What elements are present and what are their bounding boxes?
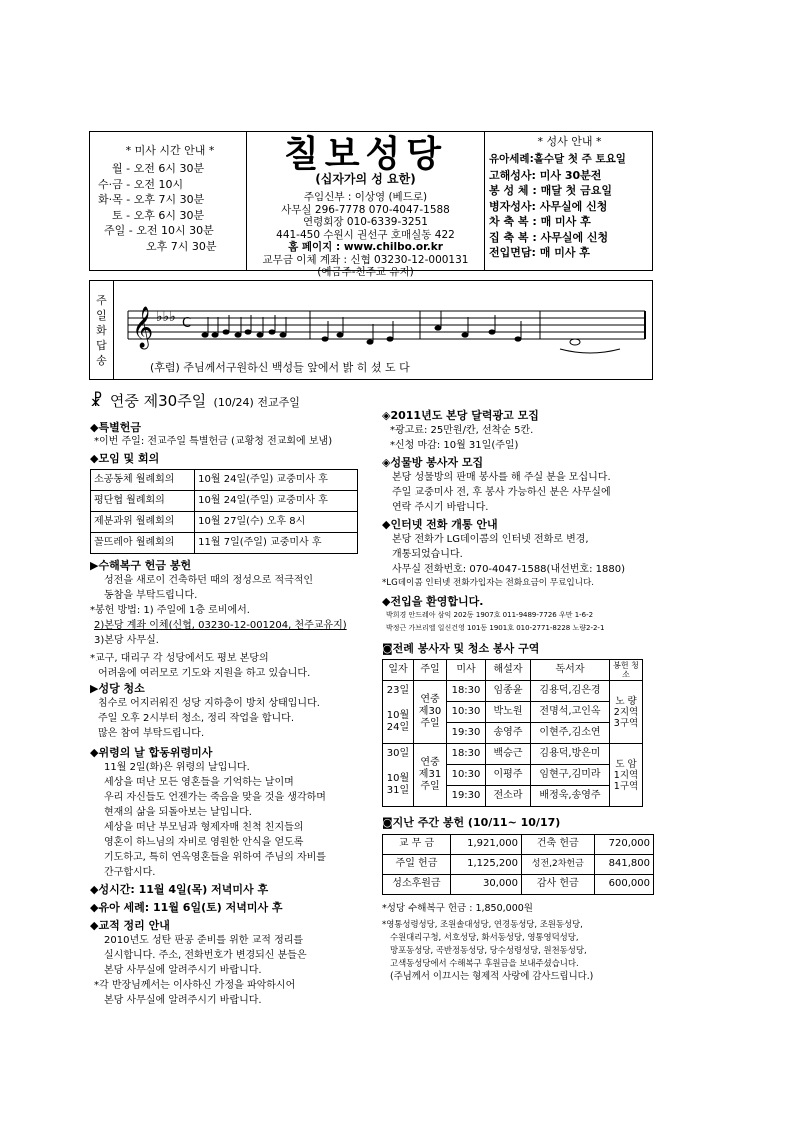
- sacrament-row: 집 축 복 : 사무실에 신청: [489, 230, 609, 244]
- thanks-line: 고색동성당에서 수해복구 후원금을 보내주셨습니다.: [390, 958, 579, 968]
- volunteer-line: 주일 교중미사 전, 후 봉사 가능하신 분은 사무실에: [392, 487, 611, 498]
- table-row: 소공동체 월례회의 10월 24일(주일) 교중미사 후: [91, 470, 358, 491]
- church-info-line: 주임신부 : 이상영 (베드로): [303, 191, 428, 204]
- sacrament-row: 유아세례:홀수달 첫 주 토요일: [489, 153, 626, 166]
- offerings-table: [382, 834, 654, 895]
- sacraments-box: [485, 132, 654, 270]
- mass-time-row: 주일 - 오전 10시 30분: [104, 224, 214, 238]
- church-info-line: 홈 페이지 : www.chilbo.or.kr: [288, 241, 443, 254]
- sacrament-row: 고해성사: 미사 30분전: [489, 168, 602, 182]
- mass-times-title: * 미사 시간 안내 *: [125, 144, 215, 157]
- infant-baptism-notice: ◆유아 세례: 11월 6일(토) 저녁미사 후: [90, 901, 283, 914]
- church-info-box: [247, 132, 485, 279]
- memorial-line: 11월 2일(화)은 위령의 날입니다.: [104, 762, 250, 773]
- church-info-line: (예금주-천주교 유지): [317, 266, 414, 279]
- week-title: 연중 제30주일: [109, 392, 207, 410]
- date-cell: 30일: [383, 744, 414, 765]
- cleaning-title: ▶성당 청소: [90, 682, 145, 695]
- psalm-lyric: (후렴) 주님께서구원하신 백성들 앞에서 밝 히 셨 도 다: [150, 361, 410, 374]
- table-row: 19:30 전소라 배정욱,송영주: [383, 786, 643, 807]
- table-row: 평단협 월례회의 10월 24일(주일) 교중미사 후: [91, 491, 358, 512]
- date-cell: 10월 31일: [383, 765, 414, 807]
- mass-time-row: 오후 7시 30분: [146, 239, 217, 253]
- repair-total: *성당 수해복구 헌금 : 1,850,000원: [382, 903, 533, 914]
- liturgy-title: ◙전례 봉사자 및 청소 봉사 구역: [382, 642, 540, 655]
- calendar-ad-title: ◈2011년도 본당 달력광고 모집: [382, 409, 539, 422]
- memorial-line: 현재의 삶을 되돌아보는 날입니다.: [104, 807, 252, 818]
- week-title-row: [90, 391, 300, 411]
- table-row: 주일 헌금 1,125,200 성전,2차헌금 841,800: [383, 855, 654, 875]
- phone-line: 사무실 전화번호: 070-4047-1588(내선번호: 1880): [392, 564, 625, 575]
- memorial-mass-title: ◆위령의 날 합동위령미사: [90, 746, 213, 759]
- flood-repair-line: 성전을 새로이 건축하던 때의 정성으로 적극적인: [104, 575, 314, 586]
- memorial-line: 기도하고, 특히 연옥영혼들을 위하여 주님의 자비를: [104, 852, 326, 863]
- table-row: 일자 주일 미사 해설자 독서자 봉헌 청소: [383, 660, 643, 681]
- volunteer-line: 연락 주시기 바랍니다.: [392, 502, 489, 513]
- svg-text:C: C: [182, 316, 192, 331]
- church-info-line: 사무실 296-7778 070-4047-1588: [281, 203, 450, 216]
- register-line: *각 반장님께서는 이사하신 가정을 파악하시어: [94, 980, 296, 991]
- table-row: 꼴뜨레아 월례회의 11월 7일(주일) 교중미사 후: [91, 533, 358, 554]
- calendar-ad-line: *광고료: 25만원/칸, 선착순 5칸.: [390, 425, 534, 436]
- meetings-table: [90, 469, 358, 554]
- calendar-ad-line: *신청 마감: 10월 31일(주일): [390, 440, 519, 451]
- right-column: [382, 408, 658, 983]
- internet-phone-title: ◆인터넷 전화 개통 안내: [382, 518, 498, 531]
- table-row: 10월 31일 10:30 이평주 임현구,김미라: [383, 765, 643, 786]
- mass-times-box: [90, 132, 247, 270]
- offerings-title: ◙지난 주간 봉헌 (10/11~ 10/17): [382, 816, 561, 829]
- sunday-cell: 연중 제30 주일: [414, 681, 447, 744]
- table-row: 19:30 송영주 이현주,김소연: [383, 723, 643, 744]
- memorial-line: 세상을 떠난 부모님과 형제자매 친척 친지들의: [104, 822, 304, 833]
- register-line: 본당 사무실에 알려주시기 바랍니다.: [104, 995, 262, 1006]
- phone-line: 개통되었습니다.: [392, 549, 463, 560]
- thanks-line: (주님께서 이끄시는 형제적 사랑에 감사드립니다.): [390, 971, 594, 982]
- welcome-line: 박희경 안드레아 삼익 202동 1907호 011-9489-7726 우만 1-6-2: [386, 611, 594, 619]
- church-subtitle: (십자가의 성 요한): [315, 172, 416, 186]
- church-name: 칠보성당: [283, 133, 448, 175]
- music-staff: [120, 289, 650, 355]
- thanks-line: 망포동성당, 곡반정동성당, 당수성령성당, 원천동성당,: [390, 945, 587, 955]
- date-cell: 23일: [383, 681, 414, 702]
- sacrament-row: 전입면담: 매 미사 후: [489, 246, 590, 260]
- meetings-title: ◆모임 및 회의: [90, 452, 160, 465]
- sacrament-row: 차 축 복 : 매 미사 후: [489, 215, 591, 229]
- mass-time-row: 토 - 오후 6시 30분: [112, 208, 205, 222]
- church-info-line: 441-450 수원시 권선구 호매실동 422: [276, 228, 455, 241]
- holy-hour-notice: ◆성시간: 11월 4일(목) 저녁미사 후: [90, 883, 269, 896]
- register-line: 본당 사무실에 알려주시기 바랍니다.: [104, 965, 262, 976]
- sacrament-row: 봉 성 체 : 매달 첫 금요일: [489, 184, 613, 198]
- phone-line: 본당 전화가 LG데이콤의 인터넷 전화로 변경,: [392, 534, 589, 545]
- cleaning-line: 침수로 어지러워진 성당 지하층이 방치 상태입니다.: [98, 698, 320, 709]
- phone-line: *LG데이콤 인터넷 전화가입자는 전화요금이 무료입니다.: [382, 578, 595, 588]
- cleaning-line: 많은 참여 부탁드립니다.: [98, 728, 205, 739]
- sacrament-row: 병자성사: 사무실에 신청: [489, 199, 608, 213]
- memorial-line: 우리 자신들도 언젠가는 죽음을 맞을 것을 생각하며: [104, 792, 326, 803]
- register-line: 실시합니다. 주소, 전화번호가 변경되신 분들은: [104, 950, 307, 961]
- responsorial-psalm-box: [89, 280, 653, 380]
- date-cell: 10월 24일: [383, 702, 414, 744]
- volunteer-title: ◈성물방 봉사자 모집: [382, 456, 484, 469]
- table-row: 30일 연중 제31 주일 18:30 백승근 김용덕,방은미 도 암 1지역 1구역: [383, 744, 643, 765]
- mass-time-row: 화·목 - 오후 7시 30분: [98, 193, 205, 207]
- flood-repair-line: 동참을 부탁드립니다.: [104, 590, 198, 601]
- memorial-line: 세상을 떠난 모든 영혼들을 기억하는 날이며: [104, 777, 294, 788]
- flood-repair-line: 3)본당 사무실.: [94, 635, 159, 646]
- table-row: 제분과위 월례회의 10월 27일(수) 오후 8시: [91, 512, 358, 533]
- memorial-line: 영혼이 하느님의 자비로 영원한 안식을 얻도록: [104, 837, 304, 848]
- table-row: 성소후원금 30,000 감사 헌금 600,000: [383, 875, 654, 895]
- bulletin-header: [89, 131, 653, 279]
- svg-text:♭♭♭: ♭♭♭: [156, 309, 176, 325]
- special-offering-text: *이번 주일: 전교주일 특별헌금 (교황청 전교회에 보냄): [94, 436, 333, 447]
- flood-repair-line: *교구, 대리구 각 성당에서도 평보 본당의: [90, 653, 269, 664]
- special-offering-title: ◆특별헌금: [90, 421, 141, 434]
- table-row: 10월 24일 10:30 박노원 전명석,고인옥: [383, 702, 643, 723]
- cleaning-zone-cell: 노 량 2지역 3구역: [610, 681, 643, 744]
- memorial-line: 간구합시다.: [104, 867, 156, 878]
- psalm-label: 주 일 화 답 송: [90, 281, 114, 379]
- welcome-title: ◆전입을 환영합니다.: [382, 595, 484, 608]
- welcome-line: 박정근 가브리엘 일신건영 101동 1901호 010-2771-8228 노량2-2-1: [386, 624, 605, 632]
- flood-repair-line: *봉헌 방법: 1) 주일에 1층 로비에서.: [90, 605, 250, 616]
- table-row: 교 무 금 1,921,000 건축 헌금 720,000: [383, 835, 654, 855]
- register-line: 2010년도 성탄 판공 준비를 위한 교적 정리를: [104, 935, 304, 946]
- thanks-line: *영통성령성당, 조원솔대성당, 연경동성당, 조원동성당,: [382, 919, 583, 929]
- sacraments-title: * 성사 안내 *: [537, 135, 602, 148]
- church-info-line: 교무금 이체 계좌 : 신협 03230-12-000131: [262, 253, 469, 266]
- sunday-cell: 연중 제31 주일: [414, 744, 447, 807]
- flood-repair-title: ▶수해복구 헌금 봉헌: [90, 559, 192, 572]
- flood-repair-line: 어려움에 여러모로 기도와 지원을 하고 있습니다.: [98, 668, 311, 679]
- parish-register-title: ◆교적 정리 안내: [90, 919, 170, 932]
- cleaning-line: 주일 오후 2시부터 청소, 정리 작업을 합니다.: [98, 713, 295, 724]
- left-column: [90, 420, 374, 1008]
- liturgy-table: [382, 659, 643, 807]
- flood-repair-line: 2)본당 계좌 이체(신협, 03230-12-001204, 천주교유지): [94, 620, 347, 631]
- thanks-line: 수원대리구청, 서호성당, 화서동성당, 영통영덕성당,: [390, 932, 579, 942]
- table-row: 23일 연중 제30 주일 18:30 임종윤 김용덕,김은경 노 량 2지역 3구역: [383, 681, 643, 702]
- mass-time-row: 월 - 오전 6시 30분: [112, 162, 205, 176]
- mass-time-row: 수·금 - 오전 10시: [98, 177, 184, 191]
- cleaning-zone-cell: 도 암 1지역 1구역: [610, 744, 643, 807]
- volunteer-line: 본당 성물방의 판매 봉사를 해 주실 분을 모십니다.: [392, 472, 611, 483]
- church-info-line: 연령회장 010-6339-3251: [303, 216, 428, 229]
- svg-text:𝄞: 𝄞: [132, 307, 154, 348]
- week-date: (10/24) 전교주일: [213, 396, 300, 409]
- chi-rho-icon: ☧: [90, 391, 103, 410]
